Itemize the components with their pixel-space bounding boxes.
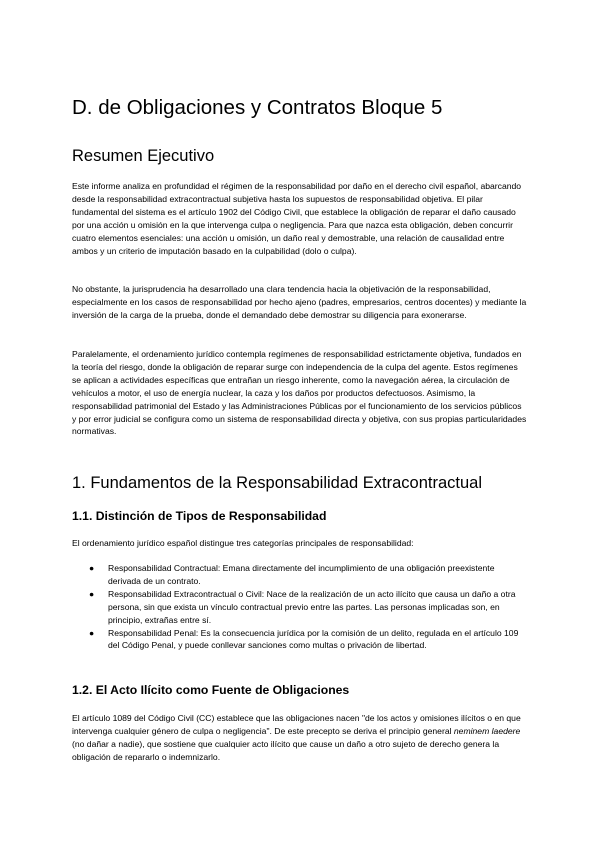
paragraph-text-start: El artículo 1089 del Código Civil (CC) establece que las obligaciones nacen "de los actos y omisiones ilícitos o en que intervenga cualquier género de culpa o negligencia". De este precepto se deriva el principio general [72, 713, 521, 736]
responsibility-types-list [72, 562, 528, 652]
list-item [72, 588, 528, 627]
section-1-heading: 1. Fundamentos de la Responsabilidad Extracontractual [72, 474, 482, 492]
bullet-icon: ● [89, 588, 95, 599]
section-1-1-intro: El ordenamiento jurídico español distingue tres categorías principales de responsabilidad: [72, 538, 414, 548]
list-item-text: Responsabilidad Contractual: Emana directamente del incumplimiento de una obligación preexistente derivada de un contrato. [108, 563, 495, 586]
section-1-2-heading: 1.2. El Acto Ilícito como Fuente de Obligaciones [72, 683, 350, 697]
paragraph-text-end: (no dañar a nadie), que sostiene que cualquier acto ilícito que cause un daño a otro sujeto de derecho genera la obligación de repararlo o indemnizarlo. [72, 738, 500, 762]
list-item-text: Responsabilidad Extracontractual o Civil: Nace de la realización de un acto ilícito que causa un daño a otra persona, sin que exista un vínculo contractual previo entre las partes. Las personas implicadas son, en principio, extrañas entre sí. [108, 588, 516, 625]
summary-paragraph-1: Este informe analiza en profundidad el régimen de la responsabilidad por daño en el derecho civil español, abarcando desde la responsabilidad extracontractual subjetiva hasta los supuestos de responsabilidad objetiva. El pilar fundamental del sistema es el artículo 1902 del Código Civil, que establece la obligación de reparar el daño causado por una acción u omisión en la que intervenga culpa o negligencia. Para que nazca esta obligación, deben concurrir cuatro elementos esenciales: una acción u omisión, un daño real y demostrable, una relación de causalidad entre ambos y un criterio de imputación basado en la culpabilidad (dolo o culpa). [72, 181, 522, 256]
list-item [72, 627, 528, 653]
summary-paragraph-2: No obstante, la jurisprudencia ha desarrollado una clara tendencia hacia la objetivación de la responsabilidad, especialmente en los casos de responsabilidad por hecho ajeno (padres, empresarios, centros docentes) y mediante la inversión de la carga de la prueba, donde el demandado debe demostrar su diligencia para exonerarse. [72, 284, 527, 320]
list-item-text: Responsabilidad Penal: Es la consecuencia jurídica por la comisión de un delito, regulada en el artículo 109 del Código Penal, y puede conllevar sanciones como multas o privación de libertad. [108, 627, 519, 651]
section-1-1-heading: 1.1. Distinción de Tipos de Responsabilidad [72, 509, 327, 523]
bullet-icon: ● [89, 627, 95, 638]
summary-paragraph-3: Paralelamente, el ordenamiento jurídico contempla regímenes de responsabilidad estrictamente objetiva, fundados en la teoría del riesgo, donde la obligación de reparar surge con independencia de la culpa del agente. Estos regímenes se aplican a actividades específicas que entrañan un riesgo inherente, como la navegación aérea, la circulación de vehículos a motor, el uso de energía nuclear, la caza y los daños por productos defectuosos. Asimismo, la responsabilidad patrimonial del Estado y las Administraciones Públicas por el funcionamiento de los servicios públicos y por error judicial se configura como un sistema de responsabilidad directa y objetiva, con sus propias particularidades normativas. [72, 349, 527, 437]
list-item [72, 562, 528, 588]
latin-phrase: neminem laedere [453, 725, 521, 736]
summary-heading: Resumen Ejecutivo [72, 147, 215, 165]
bullet-icon: ● [89, 563, 95, 573]
document-title: D. de Obligaciones y Contratos Bloque 5 [72, 96, 443, 119]
section-1-2-paragraph [72, 712, 528, 764]
